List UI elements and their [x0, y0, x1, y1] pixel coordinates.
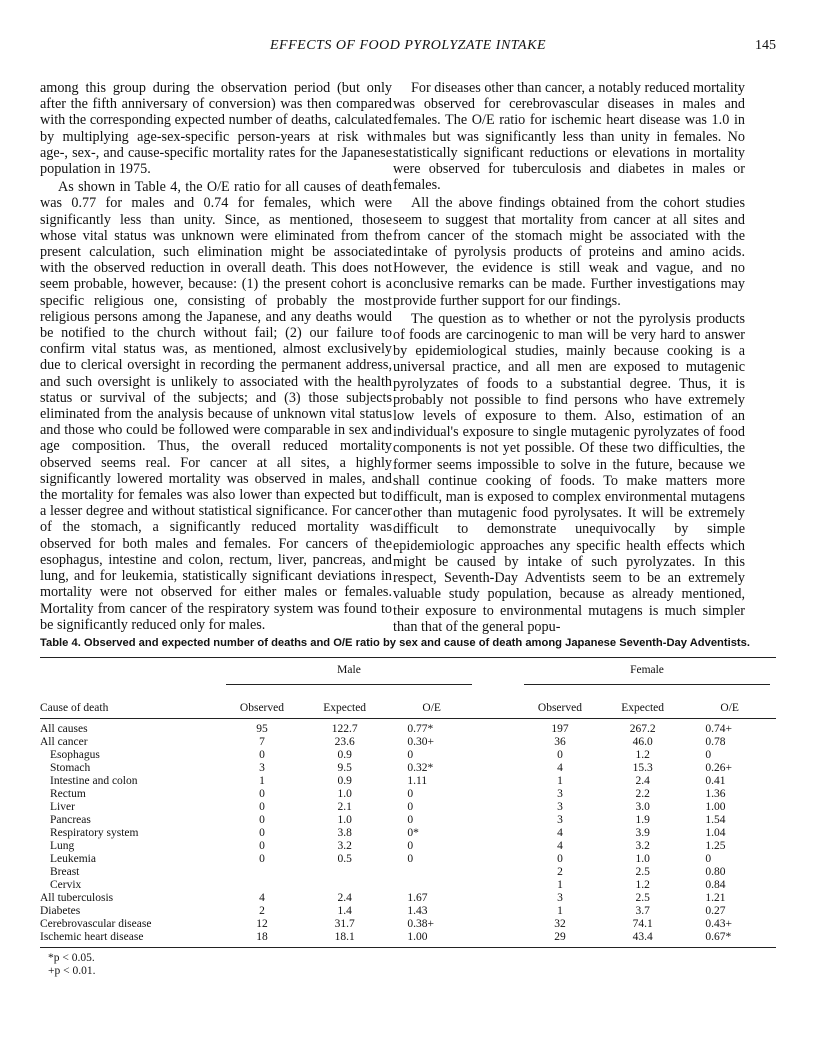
female-observed: 2: [557, 866, 563, 878]
male-expected: 9.5: [337, 762, 352, 774]
cause-of-death: Lung: [50, 840, 75, 852]
table-row: [40, 879, 776, 892]
paragraph: As shown in Table 4, the O/E ratio for all causes of death was 0.77 for males and 0.74 for females, which were significantly less than unity. Since, as mentioned, those whose vital status was unknown were eliminated from the present calculation, such elimination might be associated with the observed reduction in overall death. This does not seem probable, however, because: (1) the present cohort is a specific religious one, consisting of probably the most religious persons among the Japanese, and any deaths would be notified to the church without fail; (2) our failure to confirm vital status was, as mentioned, almost exclusively due to clerical oversight in recording the permanent address, and such oversight is unlikely to associated with the health status or survival of the subjects; and (3) those subjects eliminated from the analysis because of unknown vital status and those who could be followed were comparable in sex and age composition. Thus, the overall reduced mortality observed seems real. For cancer at all sites, a highly significantly lowered mortality was observed in males, and the mortality for females was also lower than expected but to a lesser degree and without statistical significance. For cancer of the stomach, a significantly reduced mortality was observed for both males and females. For cancers of the esophagus, intestine and colon, rectum, liver, pancreas, and lung, and for leukemia, statistically significant deviations in mortality were not observed for either males or females. Mortality from cancer of the respiratory system was found to be significantly reduced only for males.: [40, 179, 392, 633]
female-expected: 3.9: [635, 827, 650, 839]
female-oe-ratio: 0.26+: [705, 762, 733, 774]
male-oe-ratio: 0*: [407, 827, 419, 839]
male-oe-ratio: 1.11: [407, 775, 428, 787]
male-expected: 23.6: [334, 736, 355, 748]
right-column: [393, 80, 745, 635]
male-oe-ratio: 0: [407, 801, 414, 813]
female-oe-ratio: 1.36: [705, 788, 726, 800]
male-expected: 0.9: [337, 775, 352, 787]
male-observed: 0: [259, 853, 265, 865]
table-row: [40, 719, 776, 737]
table-row: [40, 749, 776, 762]
male-oe-ratio: 0.38+: [407, 918, 435, 930]
table-row: [40, 788, 776, 801]
male-observed: 0: [259, 801, 265, 813]
mortality-table: [40, 657, 776, 948]
female-expected: 2.2: [635, 788, 650, 800]
cause-of-death: Diabetes: [40, 905, 81, 917]
female-expected: 1.2: [635, 879, 650, 891]
male-observed: [220, 879, 304, 892]
female-expected: 2.4: [635, 775, 650, 787]
female-expected: 1.9: [635, 814, 650, 826]
male-observed: 0: [259, 814, 265, 826]
male-expected: [304, 879, 385, 892]
group-female: Female: [518, 658, 776, 693]
male-observed: 12: [256, 918, 268, 930]
female-oe-ratio: 0.78: [705, 736, 726, 748]
female-observed: 0: [557, 749, 563, 761]
female-oe-ratio: 0.80: [705, 866, 726, 878]
table-row: [40, 775, 776, 788]
col-header-oe: O/E: [683, 692, 776, 719]
male-oe-ratio: 0.77*: [407, 723, 434, 735]
cause-of-death: Ischemic heart disease: [40, 931, 220, 948]
paragraph: among this group during the observation period (but only after the fifth anniversary of conversion) was then compared with the corresponding expected number of deaths, calculated by multiplying age-sex-specific person-years at risk with age-, sex-, and cause-specific mortality rates for the Japanese population in 1975.: [40, 80, 392, 178]
female-observed: 197: [551, 723, 569, 735]
female-expected: 3.7: [635, 905, 650, 917]
male-observed: 4: [259, 892, 265, 904]
table-row: [40, 814, 776, 827]
table-row: [40, 840, 776, 853]
male-oe-ratio: 0.32*: [407, 762, 434, 774]
male-observed: 0: [259, 749, 265, 761]
male-expected: 0.5: [337, 853, 352, 865]
female-oe-ratio: 0.84: [705, 879, 726, 891]
female-observed: 1: [557, 775, 563, 787]
male-oe-ratio: 0: [407, 749, 414, 761]
female-oe-ratio: 1.25: [705, 840, 726, 852]
female-expected: 15.3: [632, 762, 653, 774]
table-caption: Table 4. Observed and expected number of deaths and O/E ratio by sex and cause of death among Japanese Seventh-Day Adventists.: [40, 637, 750, 649]
col-header-cause: Cause of death: [40, 692, 220, 719]
female-oe-ratio: 0.41: [705, 775, 726, 787]
male-expected: 2.1: [337, 801, 352, 813]
male-oe-ratio: 0: [407, 853, 414, 865]
male-oe-ratio: 1.00: [385, 931, 478, 948]
female-observed: 3: [557, 788, 563, 800]
female-observed: 4: [557, 762, 563, 774]
male-oe-ratio: 0: [407, 788, 414, 800]
female-expected: 2.5: [635, 892, 650, 904]
cause-of-death: Stomach: [50, 762, 91, 774]
cause-of-death: All tuberculosis: [40, 892, 114, 904]
male-observed: [220, 866, 304, 879]
male-oe-ratio: 0: [407, 814, 414, 826]
table-body: [40, 719, 776, 948]
male-expected: 2.4: [337, 892, 352, 904]
male-observed: 95: [256, 723, 268, 735]
female-observed: 4: [557, 840, 563, 852]
col-header-observed: Observed: [220, 692, 304, 719]
female-observed: 36: [554, 736, 566, 748]
female-oe-ratio: 0: [705, 853, 712, 865]
page-number: 145: [755, 38, 776, 53]
cause-of-death: Respiratory system: [50, 827, 139, 839]
cause-of-death: Pancreas: [50, 814, 91, 826]
male-expected: 31.7: [334, 918, 355, 930]
female-observed: 1: [557, 905, 563, 917]
cause-of-death: All causes: [40, 723, 88, 735]
female-expected: 43.4: [602, 931, 683, 948]
male-expected: 3.2: [337, 840, 352, 852]
cause-of-death: All cancer: [40, 736, 88, 748]
female-expected: 2.5: [635, 866, 650, 878]
female-observed: 3: [557, 801, 563, 813]
male-observed: 0: [259, 840, 265, 852]
male-expected: 0.9: [337, 749, 352, 761]
page-header: [40, 38, 776, 58]
paragraph: All the above findings obtained from the cohort studies seem to suggest that mortality from cancer at all sites and from cancer of the stomach might be associated with the intake of pyrolysis products of proteins and amino acids. However, the evidence is still weak and vague, and no conclusive remarks can be made. Further investigations may provide further support for our findings.: [393, 195, 745, 309]
female-expected: 74.1: [632, 918, 653, 930]
male-observed: 1: [259, 775, 265, 787]
paragraph: For diseases other than cancer, a notably reduced mortality was observed for cerebrovascular diseases in males and females. The O/E ratio for ischemic heart disease was 1.0 in males but was significantly less than unity in females. No statistically significant reductions or elevations in mortality were observed for tuberculosis and diabetes in males or females.: [393, 80, 745, 194]
cause-of-death: Liver: [50, 801, 75, 813]
female-expected: 1.2: [635, 749, 650, 761]
male-expected: 18.1: [304, 931, 385, 948]
female-oe-ratio: 0.67*: [683, 931, 776, 948]
female-oe-ratio: 0.27: [705, 905, 726, 917]
female-observed: 3: [557, 892, 563, 904]
cause-of-death: Cerebrovascular disease: [40, 918, 152, 930]
female-oe-ratio: 1.04: [705, 827, 726, 839]
table-row: [40, 905, 776, 918]
female-oe-ratio: 1.54: [705, 814, 726, 826]
female-expected: 46.0: [632, 736, 653, 748]
male-observed: 0: [259, 827, 265, 839]
male-oe-ratio: 0: [407, 840, 414, 852]
male-expected: 1.0: [337, 814, 352, 826]
female-expected: 1.0: [635, 853, 650, 865]
running-title: EFFECTS OF FOOD PYROLYZATE INTAKE: [269, 38, 546, 53]
footnote: +p < 0.01.: [48, 965, 96, 977]
female-observed: 29: [518, 931, 602, 948]
female-oe-ratio: 1.00: [705, 801, 726, 813]
left-column: [40, 80, 392, 633]
female-observed: 3: [557, 814, 563, 826]
male-expected: 122.7: [331, 723, 358, 735]
female-oe-ratio: 0: [705, 749, 712, 761]
male-oe-ratio: 1.43: [407, 905, 428, 917]
female-observed: 1: [557, 879, 563, 891]
male-oe-ratio: [385, 866, 478, 879]
col-header-expected: Expected: [602, 692, 683, 719]
female-expected: 3.0: [635, 801, 650, 813]
cause-of-death: Leukemia: [50, 853, 96, 865]
table-row: [40, 931, 776, 948]
male-observed: 0: [259, 788, 265, 800]
table-footnotes: [40, 952, 776, 978]
table-row: [40, 801, 776, 814]
col-header-oe: O/E: [385, 692, 478, 719]
table-row: [40, 892, 776, 905]
table-row: [40, 918, 776, 931]
female-observed: 0: [557, 853, 563, 865]
female-observed: 4: [557, 827, 563, 839]
footnote: *p < 0.05.: [48, 952, 95, 964]
male-observed: 2: [259, 905, 265, 917]
female-oe-ratio: 0.43+: [705, 918, 733, 930]
table-row: [40, 827, 776, 840]
table-row: [40, 853, 776, 866]
female-expected: 267.2: [629, 723, 656, 735]
male-expected: [304, 866, 385, 879]
female-observed: 32: [554, 918, 566, 930]
paragraph: The question as to whether or not the pyrolysis products of foods are carcinogenic to man will be very hard to answer by epidemiological studies, mainly because cooking is a universal practice, and all men are exposed to mutagenic pyrolyzates of foods to a substantial degree. Thus, it is probably not possible to find persons who have extremely low levels of exposure to them. Also, estimation of an individual's exposure to single mutagenic pyrolyzates of food components is not yet possible. Of these two difficulties, the former seems impossible to solve in the future, because we shall continue cooking of foods. To make matters more difficult, man is exposed to complex environmental mutagens other than mutagenic food pyrolysates. It will be extremely difficult to demonstrate unequivocally by simple epidemiologic approaches any specific health effects which might be caused by intake of such pyrolyzates. In this respect, Seventh-Day Adventists seem to be an extremely valuable study population, because as already mentioned, their exposure to environmental mutagens is much simpler than that of the general popu-: [393, 310, 745, 635]
male-expected: 3.8: [337, 827, 352, 839]
male-expected: 1.0: [337, 788, 352, 800]
female-oe-ratio: 1.21: [705, 892, 726, 904]
female-expected: 3.2: [635, 840, 650, 852]
male-expected: 1.4: [337, 905, 352, 917]
cause-of-death: Rectum: [50, 788, 86, 800]
group-male: Male: [220, 658, 478, 693]
table-4: [40, 637, 776, 978]
male-observed: 7: [259, 736, 265, 748]
male-oe-ratio: [385, 879, 478, 892]
cause-of-death: Breast: [50, 866, 80, 878]
male-observed: 3: [259, 762, 265, 774]
cause-of-death: Intestine and colon: [50, 775, 138, 787]
male-observed: 18: [220, 931, 304, 948]
cause-of-death: Esophagus: [50, 749, 100, 761]
male-oe-ratio: 0.30+: [407, 736, 435, 748]
table-row: [40, 762, 776, 775]
table-row: [40, 736, 776, 749]
cause-of-death: Cervix: [50, 879, 82, 891]
male-oe-ratio: 1.67: [407, 892, 428, 904]
table-row: [40, 866, 776, 879]
col-header-expected: Expected: [304, 692, 385, 719]
female-oe-ratio: 0.74+: [705, 723, 733, 735]
col-header-observed: Observed: [518, 692, 602, 719]
